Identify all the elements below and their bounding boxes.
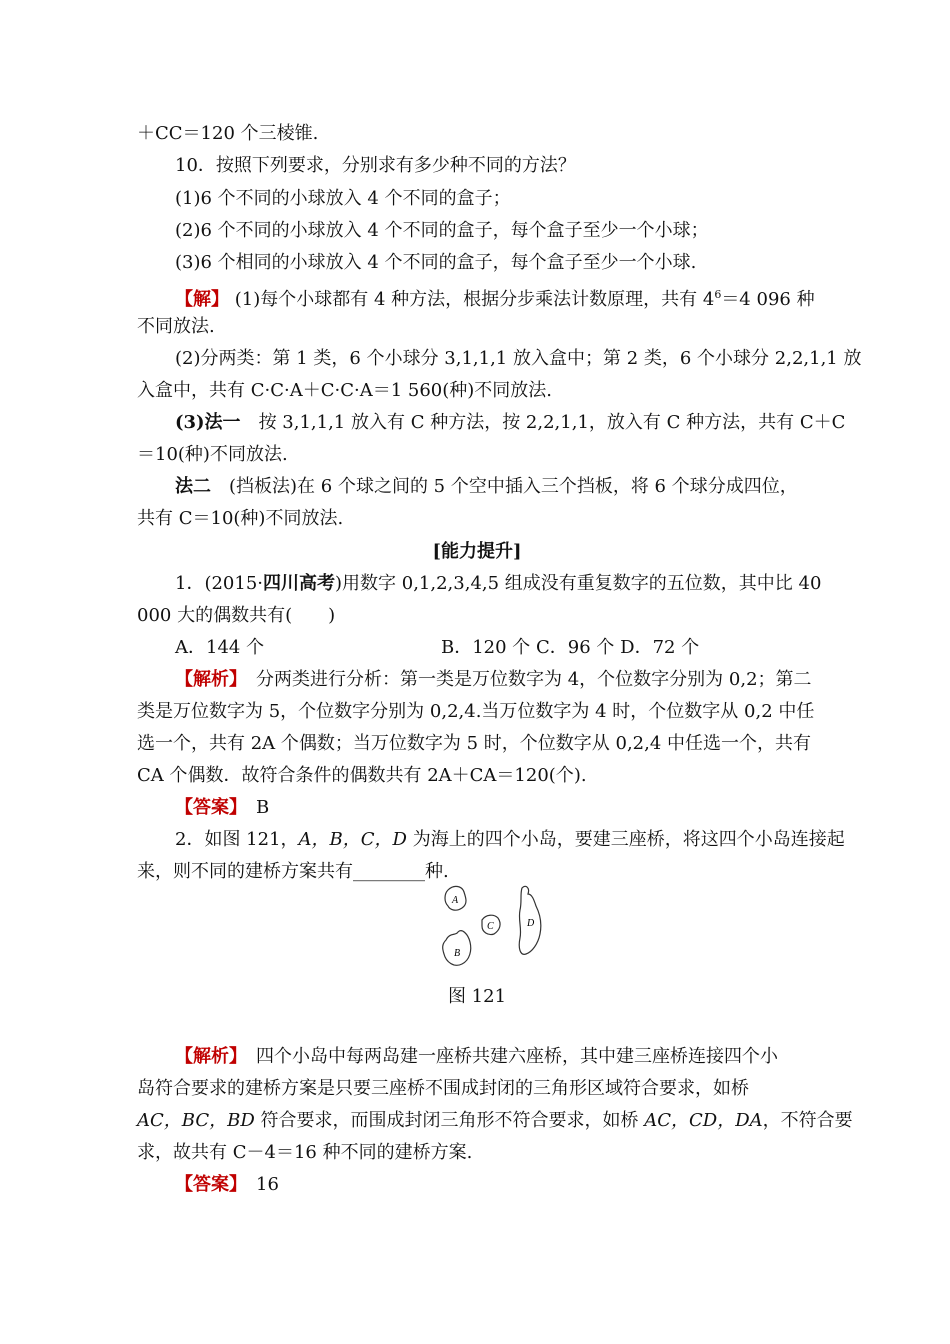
question-10-title: 10．按照下列要求，分别求有多少种不同的方法？	[175, 155, 576, 176]
options-bcd: B．120 个 C．96 个 D．72 个	[441, 637, 700, 658]
problem-text: )用数字 0,1,2,3,4,5 组成没有重复数字的五位数，其中比 40	[335, 573, 822, 594]
problem-text: 为海上的四个小岛，要建三座桥，将这四个小岛连接起	[406, 829, 845, 850]
problem-1-line: 000 大的偶数共有( )	[137, 605, 336, 626]
solution-text: ＝4 096 种	[721, 289, 815, 310]
solution-line	[175, 412, 846, 434]
problem-number: 1．(2015·	[175, 573, 264, 594]
solution-tag: 【解】	[175, 289, 229, 310]
method-label: (3)法一	[175, 412, 241, 433]
problem-1-options	[175, 637, 817, 659]
answer-line	[175, 1174, 817, 1196]
analysis-tag: 【解析】	[175, 669, 238, 690]
analysis-text: 四个小岛中每两岛建一座桥共建六座桥，其中建三座桥连接四个小	[256, 1046, 778, 1067]
analysis-text: 符合要求，而围成封闭三角形不符合要求，如桥	[254, 1110, 645, 1131]
answer-line	[175, 797, 817, 819]
option-a: A．144 个	[175, 637, 265, 658]
island-c-label: C	[487, 921, 494, 932]
analysis-line: 类是万位数字为 5，个位数字分别为 0,2,4.当万位数字为 4 时，个位数字从 0,2 中任	[137, 701, 815, 722]
problem-vars: A，B，C，D	[298, 829, 407, 850]
solution-line: ＝10(种)不同放法.	[137, 444, 288, 465]
problem-1-line	[175, 573, 822, 595]
question-10-part-1: (1)6 个不同的小球放入 4 个不同的盒子；	[175, 188, 511, 209]
problem-2-line: 来，则不同的建桥方案共有________种.	[137, 861, 449, 882]
text-line: ＋CC＝120 个三棱锥.	[137, 123, 319, 144]
islands-figure	[430, 880, 560, 980]
analysis-text: ，不符合要	[762, 1110, 853, 1131]
islands-map	[430, 880, 560, 980]
bridge-list: AC，BC，BD	[137, 1110, 255, 1131]
solution-text: 按 3,1,1,1 放入有 C 种方法，按 2,2,1,1，放入有 C 种方法，共有 C＋C	[258, 412, 846, 433]
section-heading: [能力提升]	[432, 541, 522, 562]
bridge-list: AC，CD，DA	[644, 1110, 763, 1131]
problem-2-line	[175, 829, 845, 851]
island-b-label: B	[454, 948, 461, 959]
question-10-part-2: (2)6 个不同的小球放入 4 个不同的盒子，每个盒子至少一个小球；	[175, 220, 709, 241]
analysis-line	[137, 1110, 853, 1132]
solution-line: 不同放法.	[137, 316, 215, 337]
solution-line: 共有 C＝10(种)不同放法.	[137, 508, 344, 529]
analysis-line	[175, 669, 817, 691]
question-10-part-3: (3)6 个相同的小球放入 4 个不同的盒子，每个盒子至少一个小球.	[175, 252, 697, 273]
exponent: 6	[714, 288, 722, 301]
analysis-line: CA 个偶数．故符合条件的偶数共有 2A＋CA＝120(个).	[137, 765, 587, 786]
solution-text: (1)每个小球都有 4 种方法，根据分步乘法计数原理，共有 4	[234, 289, 715, 310]
analysis-text: 分两类进行分析：第一类是万位数字为 4，个位数字分别为 0,2；第二	[256, 669, 812, 690]
solution-text: (挡板法)在 6 个球之间的 5 个空中插入三个挡板，将 6 个球分成四位，	[229, 476, 798, 497]
answer-value: 16	[256, 1174, 279, 1195]
analysis-line	[175, 1046, 817, 1068]
solution-line	[175, 284, 817, 311]
analysis-line: 求，故共有 C－4＝16 种不同的建桥方案.	[137, 1142, 473, 1163]
solution-line: (2)分两类：第 1 类，6 个小球分 3,1,1,1 放入盒中；第 2 类，6 个小球分 2,2,1,1 放	[175, 348, 862, 369]
problem-source: 四川高考	[263, 573, 336, 594]
solution-line: 入盒中，共有 C·C·A＋C·C·A＝1 560(种)不同放法.	[137, 380, 552, 401]
answer-value: B	[256, 797, 270, 818]
island-d-label: D	[527, 918, 535, 929]
method-label: 法二	[175, 476, 211, 497]
answer-tag: 【答案】	[175, 797, 238, 818]
figure-caption: 图 121	[447, 986, 507, 1007]
analysis-line: 岛符合要求的建桥方案是只要三座桥不围成封闭的三角形区域符合要求，如桥	[137, 1078, 749, 1099]
answer-tag: 【答案】	[175, 1174, 238, 1195]
solution-line	[175, 476, 817, 498]
island-a-label: A	[452, 895, 459, 906]
problem-text: 2．如图 121，	[175, 829, 299, 850]
analysis-line: 选一个，共有 2A 个偶数；当万位数字为 5 时，个位数字从 0,2,4 中任选一个，共有	[137, 733, 812, 754]
analysis-tag: 【解析】	[175, 1046, 238, 1067]
